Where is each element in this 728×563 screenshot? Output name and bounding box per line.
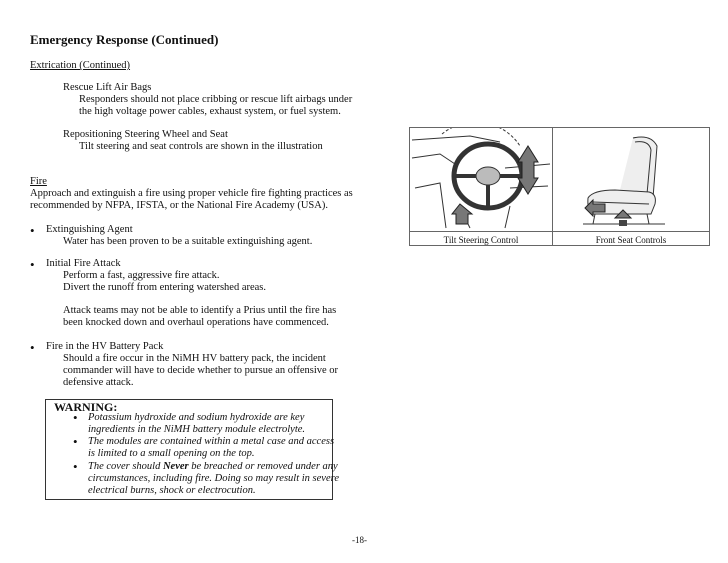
fire-intro: Approach and extinguish a fire using proper vehicle fire fighting practices as [30, 188, 353, 199]
warning-text: circumstances, including fire. Doing so may result in severe [88, 473, 339, 484]
caption-tilt-steering: Tilt Steering Control [443, 235, 519, 245]
steering-line: Tilt steering and seat controls are shown in the illustration [79, 141, 323, 152]
bullet-line: defensive attack. [63, 377, 134, 388]
extrication-heading: Extrication (Continued) [30, 60, 131, 71]
fire-intro: recommended by NFPA, IFSTA, or the National Fire Academy (USA). [30, 200, 328, 211]
bullet-title: Initial Fire Attack [46, 258, 121, 269]
bullet-line: Perform a fast, aggressive fire attack. [63, 270, 220, 281]
warning-bullet: • [73, 410, 78, 425]
bullet-line: Should a fire occur in the NiMH HV battery pack, the incident [63, 353, 326, 364]
bullet-line: Divert the runoff from entering watershed areas. [63, 282, 267, 293]
steering-title: Repositioning Steering Wheel and Seat [63, 129, 228, 140]
bullet-title: Fire in the HV Battery Pack [46, 341, 164, 352]
warning-text: electrical burns, shock or electrocution. [88, 485, 256, 496]
page-title: Emergency Response (Continued) [30, 32, 219, 47]
airbags-line: the high voltage power cables, exhaust system, or fuel system. [79, 106, 341, 117]
bullet-line: Attack teams may not be able to identify a Prius until the fire has [63, 305, 337, 316]
warning-bullet: • [73, 459, 78, 474]
bullet-dot: • [30, 340, 35, 355]
warning-text: Potassium hydroxide and sodium hydroxide are key [88, 412, 305, 423]
seat-illustration [553, 128, 709, 231]
bullet-title: Extinguishing Agent [46, 224, 133, 235]
warning-bullet: • [73, 434, 78, 449]
warning-text: is limited to a small opening on the top. [88, 448, 255, 459]
caption-divider [409, 231, 710, 232]
bullet-line: Water has been proven to be a suitable extinguishing agent. [63, 236, 313, 247]
warning-text: ingredients in the NiMH battery module electrolyte. [88, 424, 306, 435]
bullet-dot: • [30, 257, 35, 272]
steering-wheel-illustration [410, 128, 551, 231]
airbags-line: Responders should not place cribbing or rescue lift airbags under [79, 94, 353, 105]
bullet-line: commander will have to decide whether to pursue an offensive or [63, 365, 339, 376]
bullet-line: been knocked down and overhaul operations have commenced. [63, 317, 329, 328]
caption-seat-controls: Front Seat Controls [595, 235, 667, 245]
page-number: -18- [352, 535, 367, 545]
warning-text: The modules are contained within a metal case and access [88, 436, 335, 447]
airbags-title: Rescue Lift Air Bags [63, 82, 152, 93]
warning-heading: WARNING: [54, 400, 118, 414]
fire-heading: Fire [30, 176, 47, 187]
bullet-dot: • [30, 223, 35, 238]
warning-text: The cover should Never be breached or removed under any [88, 461, 338, 472]
